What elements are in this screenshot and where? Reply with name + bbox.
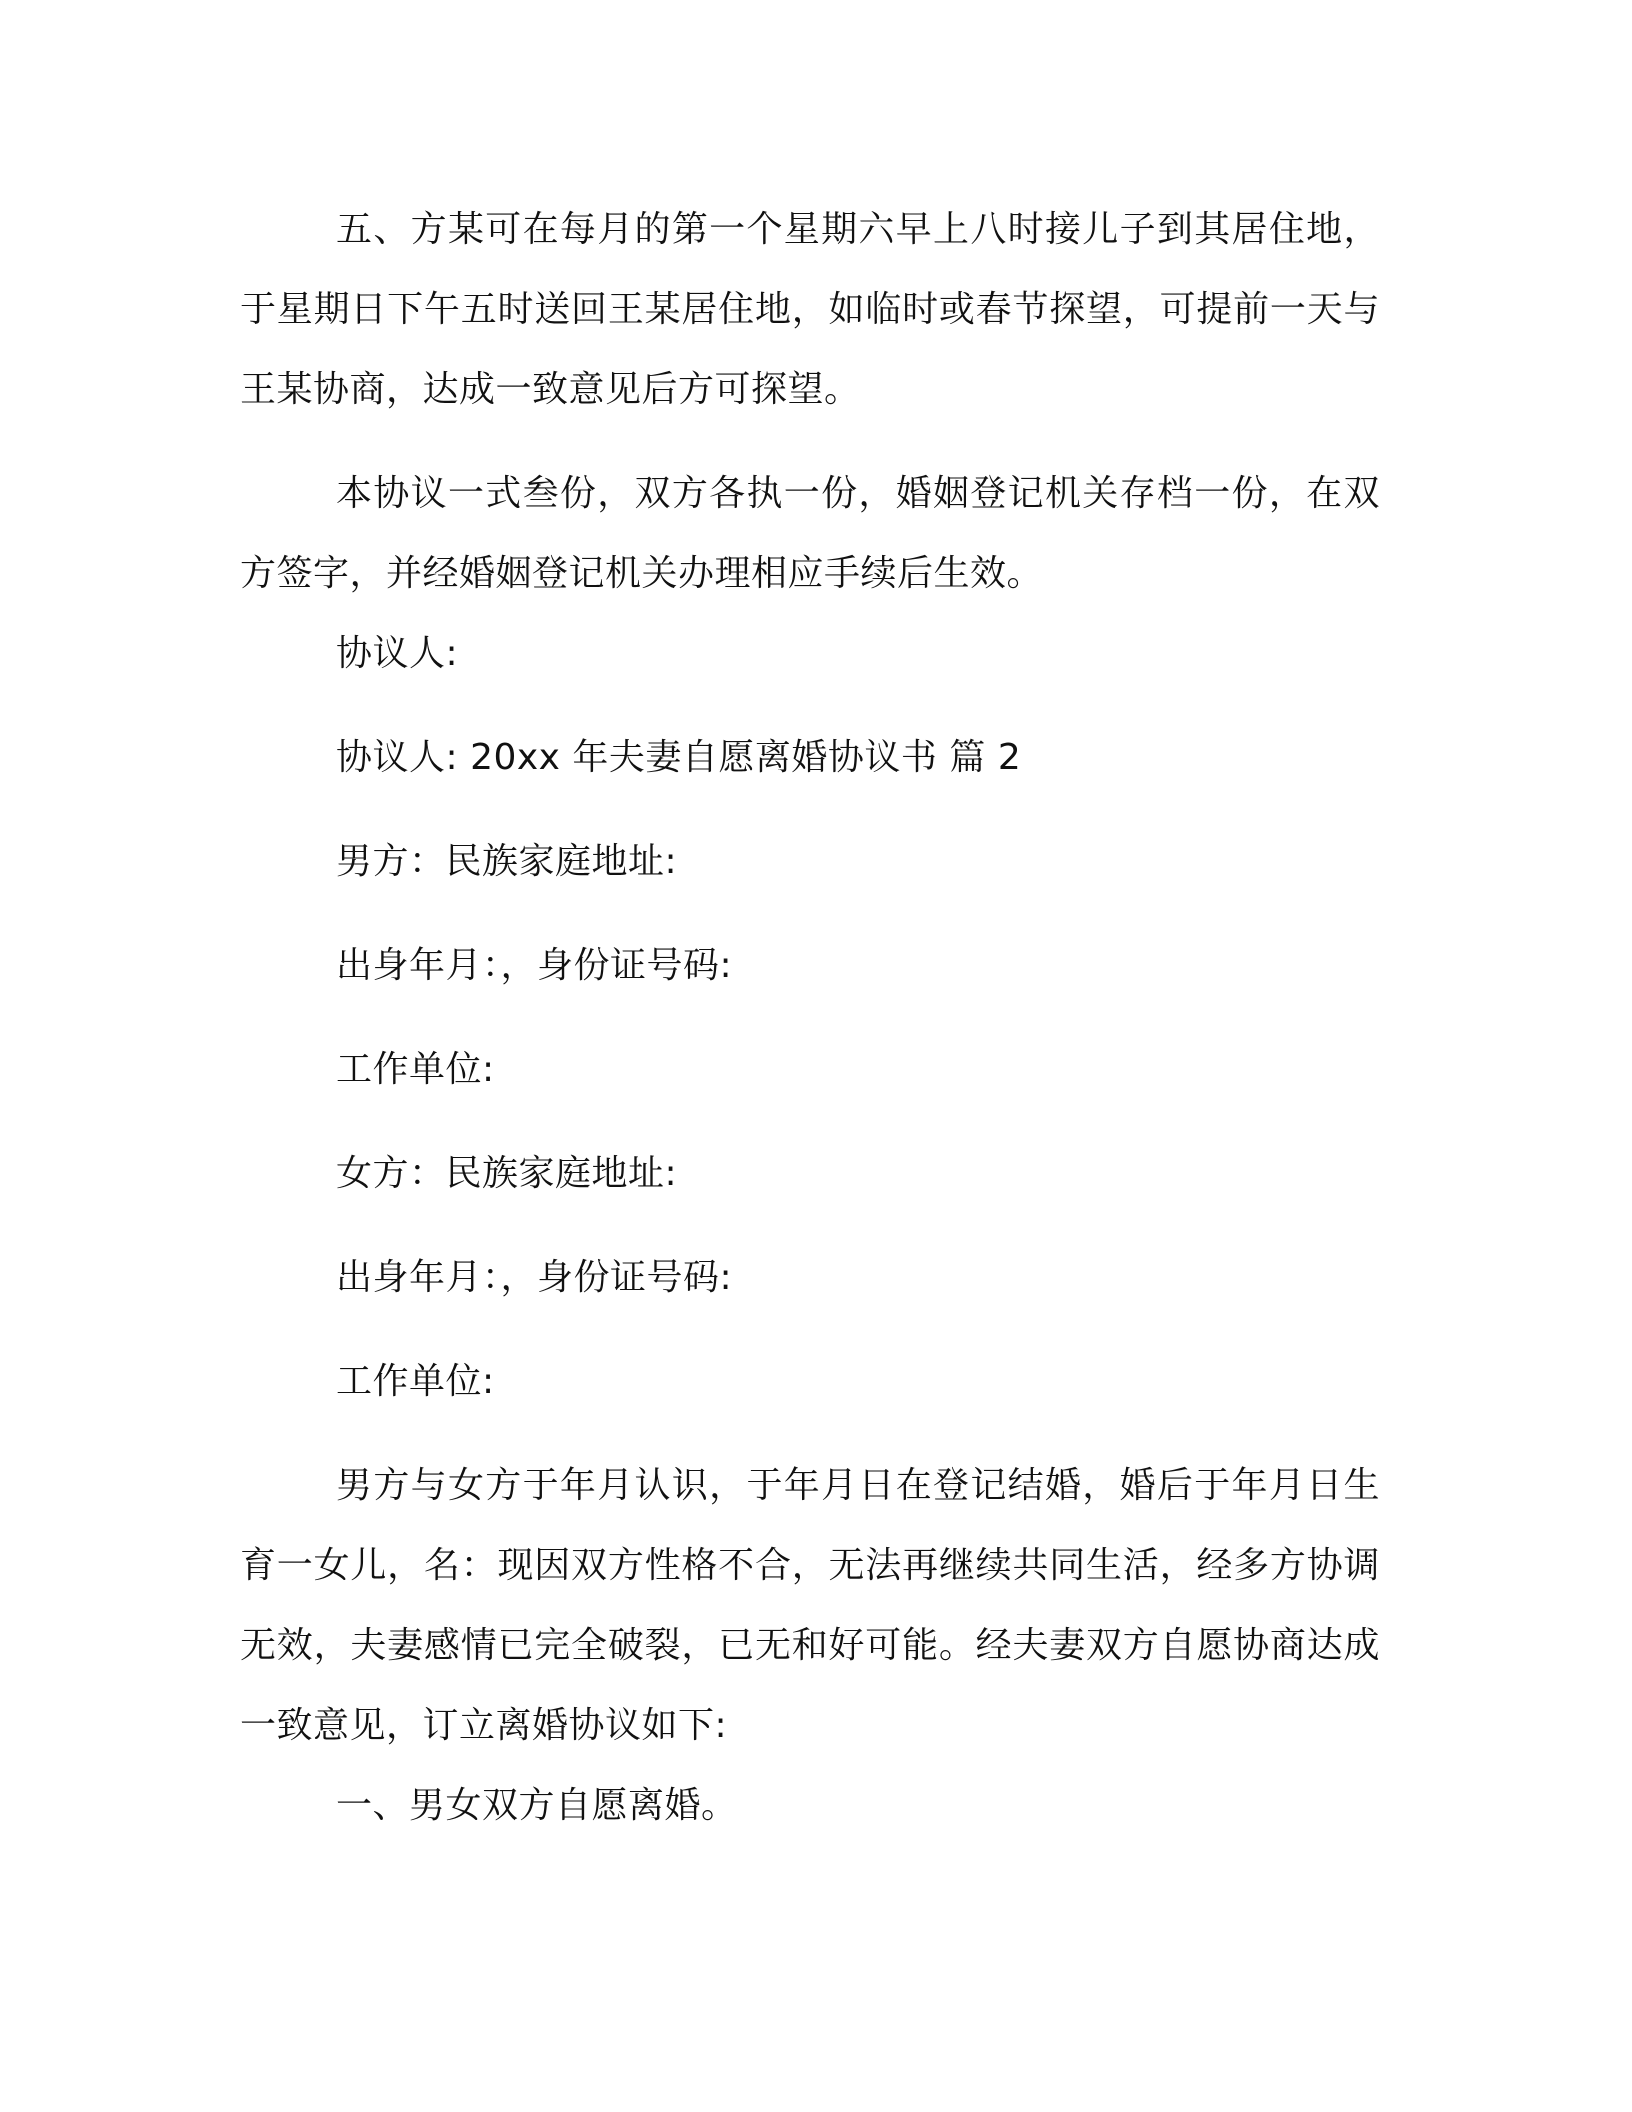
female-birth-id-line: 出身年月：，身份证号码: (336, 1257, 733, 1298)
male-party-line: 男方：民族家庭地址: (336, 841, 678, 882)
clause-one-line: 一、男女双方自愿离婚。 (336, 1785, 738, 1826)
male-workplace-line: 工作单位: (336, 1049, 495, 1090)
clause-five-paragraph: 五、方某可在每月的第一个星期六早上八时接儿子到其居住地，于星期日下午五时送回王某居住地，如临时或春节探望，可提前一天与王某协商，达成一致意见后方可探望。 (240, 209, 1380, 410)
document-body (240, 190, 1380, 1846)
male-birth-id-line: 出身年月：，身份证号码: (336, 945, 733, 986)
signatory-line-1: 协议人: (336, 633, 459, 674)
copies-paragraph: 本协议一式叁份，双方各执一份，婚姻登记机关存档一份，在双方签字，并经婚姻登记机关办理相应手续后生效。 (240, 473, 1380, 594)
female-party-line: 女方：民族家庭地址: (336, 1153, 678, 1194)
signatory-line-2-title: 协议人: 20xx 年夫妻自愿离婚协议书 篇 2 (336, 737, 1022, 778)
female-workplace-line: 工作单位: (336, 1361, 495, 1402)
background-paragraph: 男方与女方于年月认识，于年月日在登记结婚，婚后于年月日生育一女儿，名：现因双方性格不合，无法再继续共同生活，经多方协调无效，夫妻感情已完全破裂，已无和好可能。经夫妻双方自愿协商达成一致意见，订立离婚协议如下: (240, 1465, 1380, 1746)
